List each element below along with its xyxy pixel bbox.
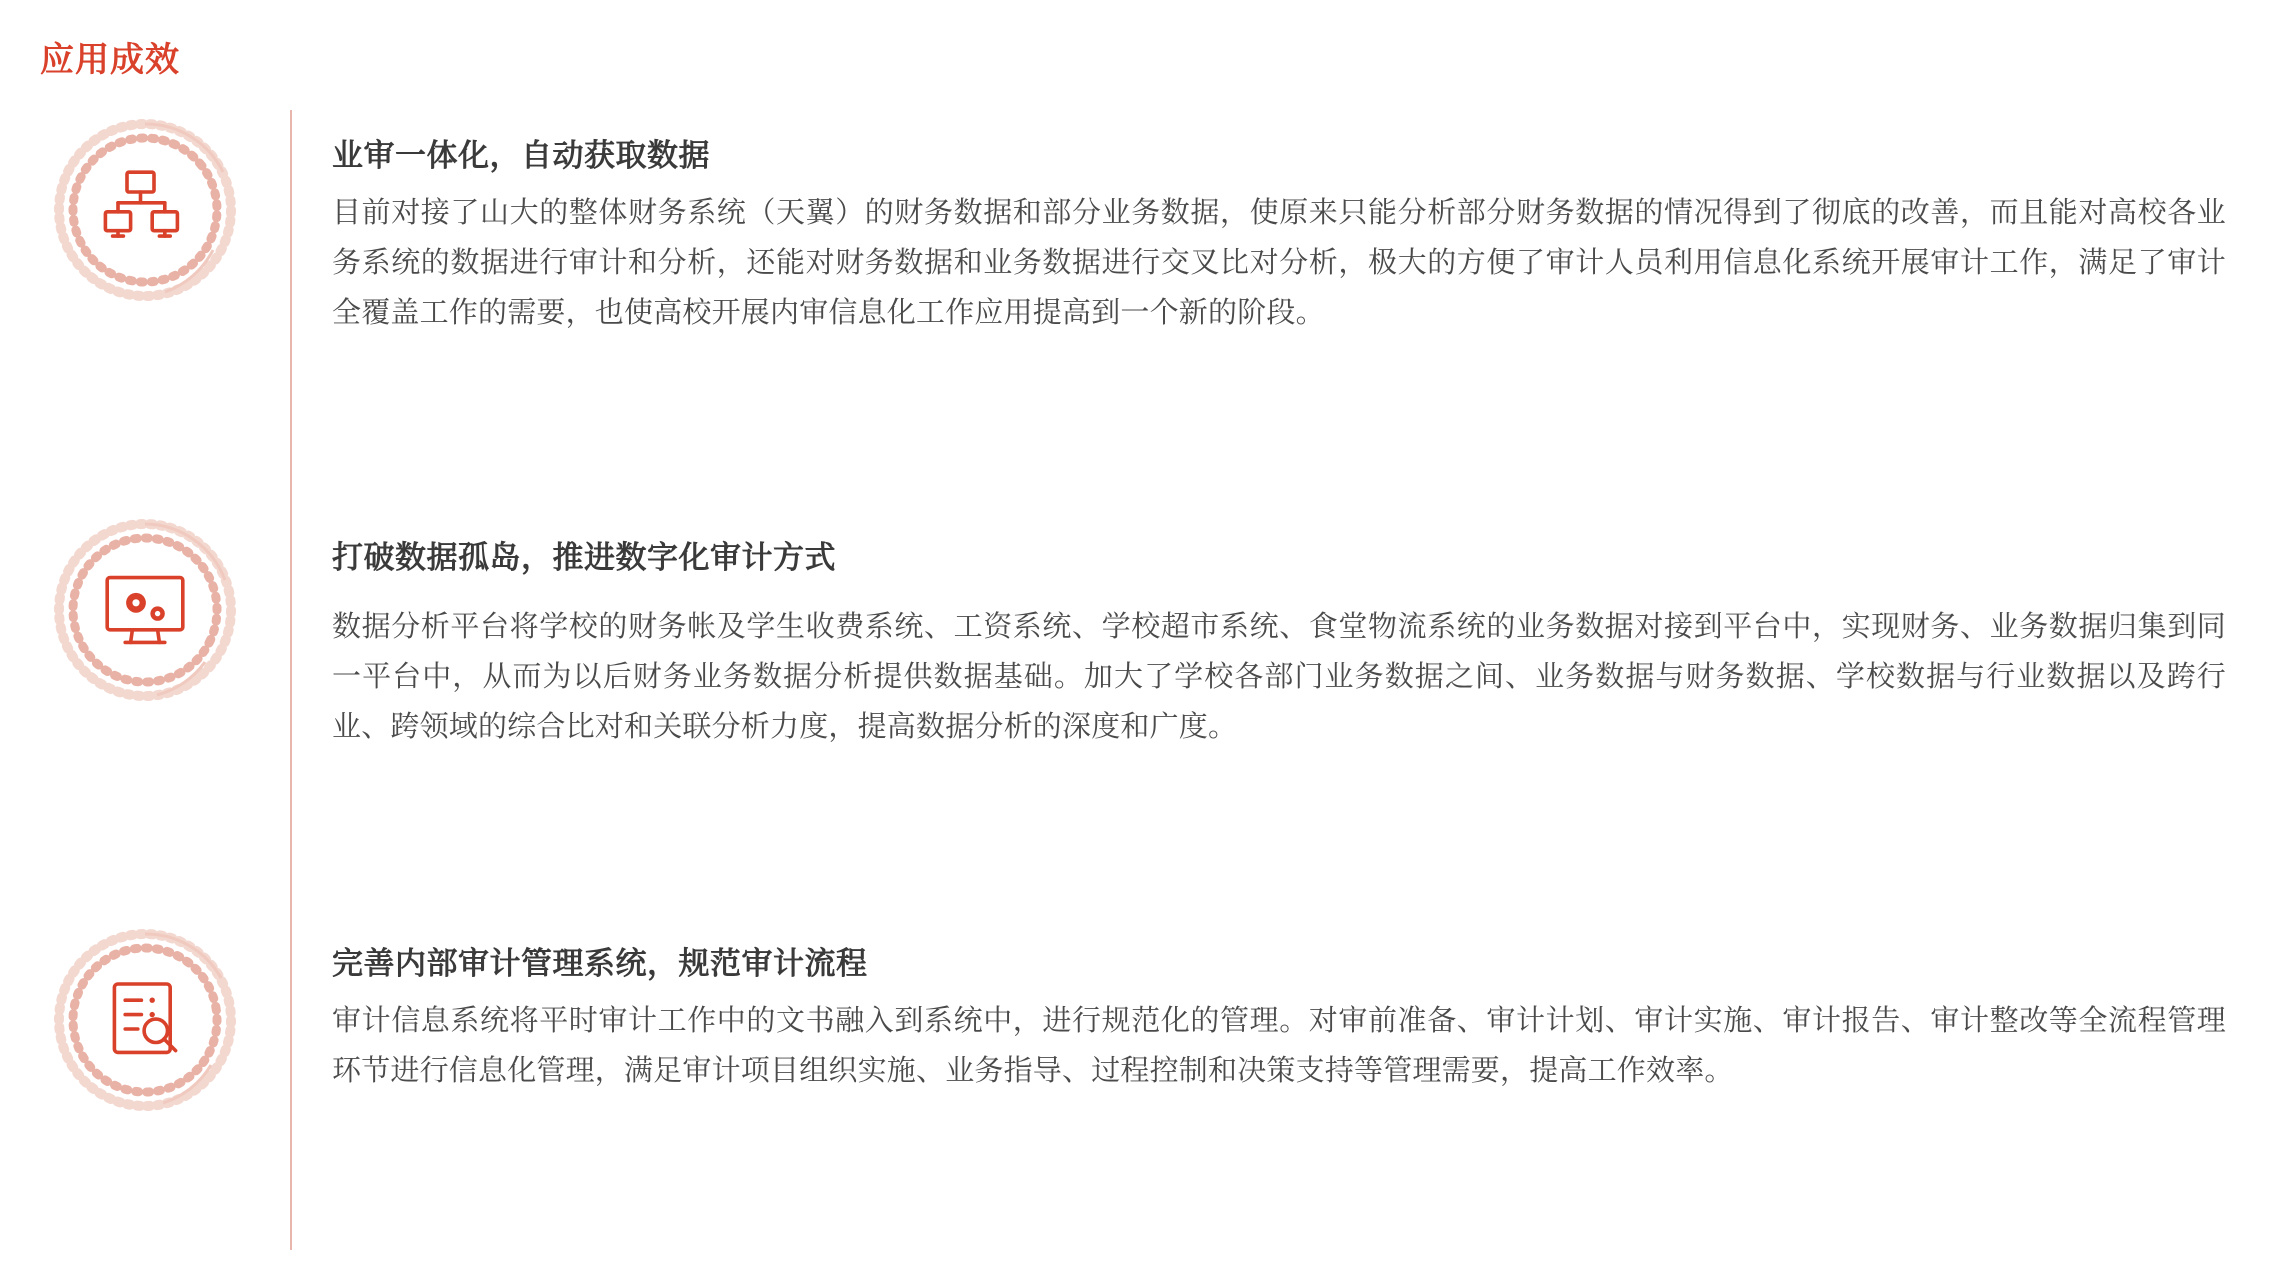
icon-column-2: [0, 510, 290, 710]
effect-item-3: [0, 920, 2286, 1250]
page-title: 应用成效: [40, 41, 180, 79]
monitor-gears-glyph: [100, 565, 190, 655]
text-column-2: [290, 510, 2286, 920]
item-title-3: 完善内部审计管理系统，规范审计流程: [332, 946, 868, 981]
effect-item-2: [0, 510, 2286, 920]
effect-item-1: [0, 110, 2286, 510]
computer-network-icon: [45, 110, 245, 310]
icon-column-1: [0, 110, 290, 310]
item-title-2: 打破数据孤岛，推进数字化审计方式: [332, 540, 836, 575]
item-body-2: 数据分析平台将学校的财务帐及学生收费系统、工资系统、学校超市系统、食堂物流系统的业务数据对接到平台中，实现财务、业务数据归集到同一平台中，从而为以后财务业务数据分析提供数据基础。加大了学校各部门业务数据之间、业务数据与财务数据、学校数据与行业数据以及跨行业、跨领域的综合比对和关联分析力度，提高数据分析的深度和广度。: [332, 611, 2226, 743]
item-body-1: 目前对接了山大的整体财务系统（天翼）的财务数据和部分业务数据，使原来只能分析部分财务数据的情况得到了彻底的改善，而且能对高校各业务系统的数据进行审计和分析，还能对财务数据和业务数据进行交叉比对分析，极大的方便了审计人员利用信息化系统开展审计工作，满足了审计全覆盖工作的需要，也使高校开展内审信息化工作应用提高到一个新的阶段。: [332, 197, 2226, 329]
effect-sections: [0, 110, 2286, 1250]
computer-network-glyph: [100, 165, 190, 255]
text-column-3: [290, 920, 2286, 1250]
database-search-icon: [45, 920, 245, 1120]
item-title-1: 业审一体化，自动获取数据: [332, 138, 710, 173]
database-search-glyph: [100, 975, 190, 1065]
item-body-3: 审计信息系统将平时审计工作中的文书融入到系统中，进行规范化的管理。对审前准备、审计计划、审计实施、审计报告、审计整改等全流程管理环节进行信息化管理，满足审计项目组织实施、业务指导、过程控制和决策支持等管理需要，提高工作效率。: [332, 1005, 2226, 1087]
icon-column-3: [0, 920, 290, 1120]
text-column-1: [290, 110, 2286, 510]
monitor-gears-icon: [45, 510, 245, 710]
